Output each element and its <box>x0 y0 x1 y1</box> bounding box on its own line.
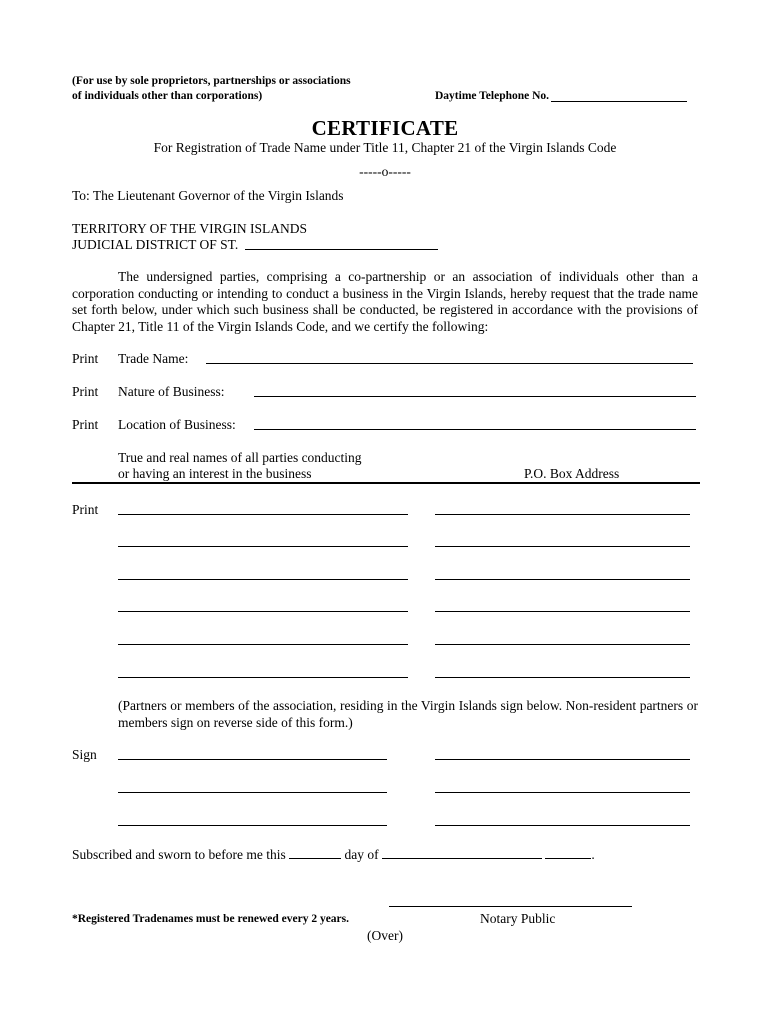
trade-name-label: Trade Name: <box>118 351 189 366</box>
notary-label: Notary Public <box>480 911 556 926</box>
sworn-day-field[interactable] <box>289 846 341 859</box>
subtitle: For Registration of Trade Name under Title 11, Chapter 21 of the Virgin Islands Code <box>153 140 617 155</box>
signature-address-field-1[interactable] <box>435 759 690 760</box>
phone-field[interactable] <box>551 101 687 102</box>
print-label-nature: Print <box>72 384 99 399</box>
sworn-month-field[interactable] <box>382 846 542 859</box>
party-address-field-1[interactable] <box>435 514 690 515</box>
parties-col1-line1: True and real names of all parties conducting <box>118 450 362 465</box>
district-field[interactable] <box>245 249 438 250</box>
nature-field[interactable] <box>254 396 696 397</box>
party-address-field-5[interactable] <box>435 644 690 645</box>
to-line: To: The Lieutenant Governor of the Virgin Islands <box>72 188 344 203</box>
sworn-text-1: Subscribed and sworn to before me this <box>72 847 286 862</box>
signature-field-1[interactable] <box>118 759 387 760</box>
location-field[interactable] <box>254 429 696 430</box>
signature-field-3[interactable] <box>118 825 387 826</box>
location-label: Location of Business: <box>118 417 236 432</box>
signature-address-field-2[interactable] <box>435 792 690 793</box>
page-title: CERTIFICATE <box>311 116 459 140</box>
intro-paragraph: The undersigned parties, comprising a co-partnership or an association of individuals other than a corporation conducting or intending to conduct a business in the Virgin Islands, hereby request that the trade name set forth below, under which such business shall be conducted, be registered in accordance with the provisions of Chapter 21, Title 11 of the Virgin Islands Code, and we certify the following: <box>72 269 698 334</box>
print-label-parties: Print <box>72 502 99 517</box>
sworn-end: . <box>591 847 595 862</box>
party-name-field-2[interactable] <box>118 546 408 547</box>
trade-name-field[interactable] <box>206 363 693 364</box>
party-address-field-3[interactable] <box>435 579 690 580</box>
notary-signature-field[interactable] <box>389 906 632 907</box>
sworn-text-2: day of <box>344 847 379 862</box>
party-address-field-6[interactable] <box>435 677 690 678</box>
use-note-line-1: (For use by sole proprietors, partnerships or associations <box>72 75 351 87</box>
party-name-field-6[interactable] <box>118 677 408 678</box>
parties-col2: P.O. Box Address <box>524 466 620 481</box>
party-name-field-4[interactable] <box>118 611 408 612</box>
divider-text: -----o----- <box>359 164 411 179</box>
territory-line: TERRITORY OF THE VIRGIN ISLANDS <box>72 221 308 236</box>
use-note-line-2: of individuals other than corporations) <box>72 90 263 102</box>
phone-label: Daytime Telephone No. <box>435 90 550 102</box>
renewal-note: *Registered Tradenames must be renewed every 2 years. <box>72 913 350 925</box>
sign-note: (Partners or members of the association, residing in the Virgin Islands sign below. Non-resident partners or members sign on reverse side of this form.) <box>118 698 698 730</box>
nature-label: Nature of Business: <box>118 384 225 399</box>
parties-rule <box>72 482 700 484</box>
signature-address-field-3[interactable] <box>435 825 690 826</box>
print-label-location: Print <box>72 417 99 432</box>
print-label-trade: Print <box>72 351 99 366</box>
parties-col1-line2: or having an interest in the business <box>118 466 312 481</box>
party-name-field-5[interactable] <box>118 644 408 645</box>
sworn-line <box>72 846 595 863</box>
party-name-field-3[interactable] <box>118 579 408 580</box>
party-address-field-4[interactable] <box>435 611 690 612</box>
over-label: (Over) <box>367 928 403 943</box>
district-label: JUDICIAL DISTRICT OF ST. <box>72 237 239 252</box>
sign-label: Sign <box>72 747 97 762</box>
party-name-field-1[interactable] <box>118 514 408 515</box>
party-address-field-2[interactable] <box>435 546 690 547</box>
sworn-year-field[interactable] <box>545 846 591 859</box>
signature-field-2[interactable] <box>118 792 387 793</box>
